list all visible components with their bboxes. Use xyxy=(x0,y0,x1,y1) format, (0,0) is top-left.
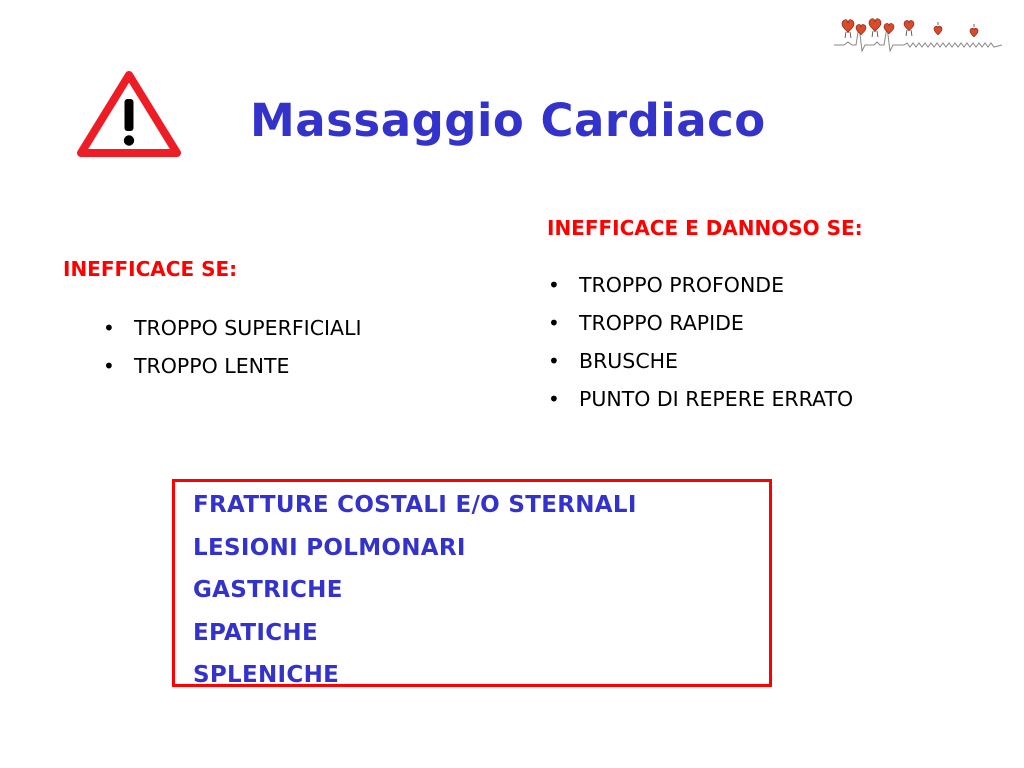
consequences-list xyxy=(193,484,637,697)
right-column-heading: INEFFICACE E DANNOSO SE: xyxy=(547,216,863,240)
list-item: EPATICHE xyxy=(193,619,318,646)
list-item: • TROPPO PROFONDE xyxy=(548,266,853,304)
list-item: SPLENICHE xyxy=(193,662,340,688)
hearts-ecg-logo xyxy=(834,12,1002,52)
warning-triangle-icon xyxy=(76,68,182,158)
list-item: • TROPPO SUPERFICIALI xyxy=(103,309,362,347)
list-item: • TROPPO LENTE xyxy=(103,347,362,385)
list-item: • TROPPO RAPIDE xyxy=(548,304,853,342)
list-item: • BRUSCHE xyxy=(548,342,853,380)
left-bullet-list xyxy=(103,309,362,385)
consequences-box xyxy=(172,479,772,687)
list-item: FRATTURE COSTALI E/O STERNALI xyxy=(193,492,637,518)
list-item: • PUNTO DI REPERE ERRATO xyxy=(548,380,853,418)
slide-title: Massaggio Cardiaco xyxy=(250,94,766,147)
list-item: LESIONI POLMONARI xyxy=(193,534,466,561)
right-bullet-list xyxy=(548,266,853,418)
left-column-heading: INEFFICACE SE: xyxy=(63,257,238,281)
list-item: GASTRICHE xyxy=(193,577,343,603)
